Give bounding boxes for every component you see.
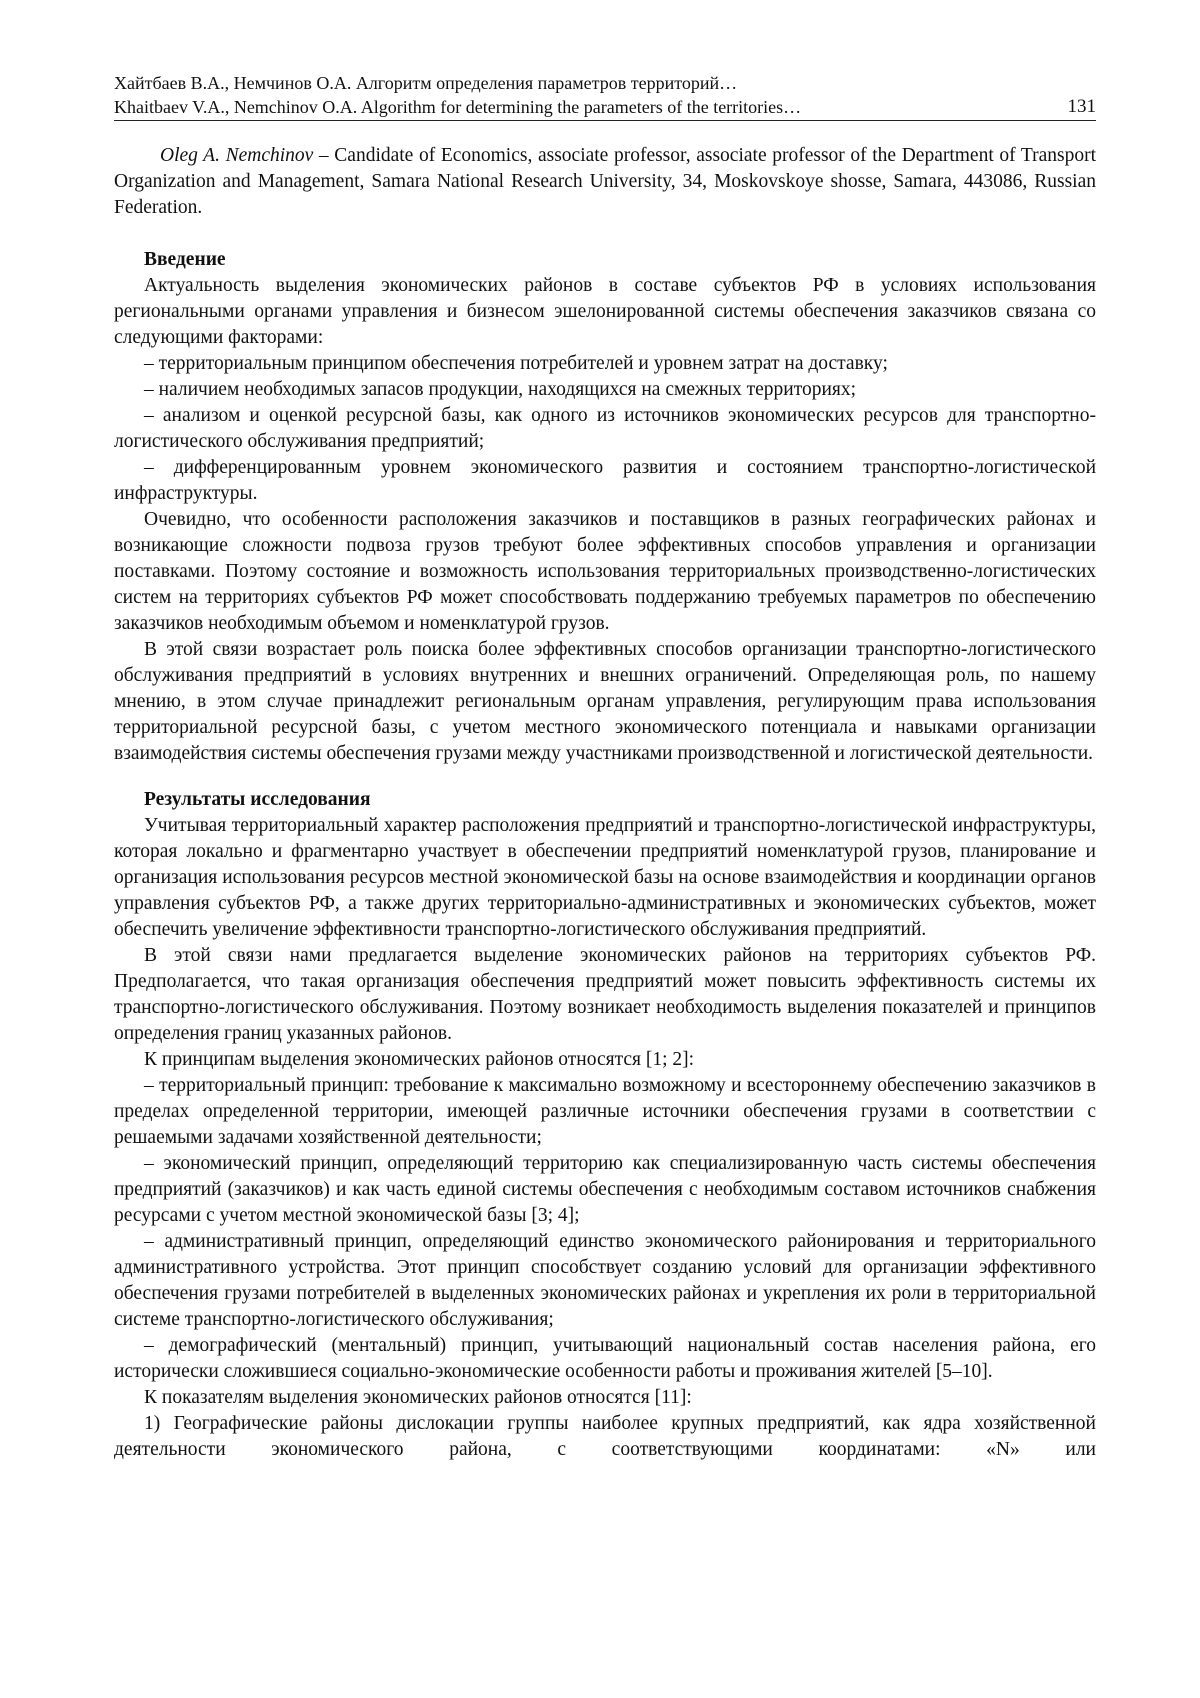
paragraph: К показателям выделения экономических районов относятся [11]: [144, 1387, 692, 1408]
paragraph: В этой связи нами предлагается выделение экономических районов на территориях субъектов РФ. Предполагается, что такая организация обеспечения предприятий может повысить эффективность системы их транспортно-логистического обслуживания. Поэтому возникает необходимость выделения показателей и принципов определения границ указанных районов. [114, 945, 1096, 1044]
paragraph: Учитывая территориальный характер расположения предприятий и транспортно-логистической инфраструктуры, которая локально и фрагментарно участвует в обеспечении предприятий номенклатурой грузов, планирование и организация использования ресурсов местной экономической базы на основе взаимодействия и координации органов управления субъектов РФ, а также других территориально-административных и экономических субъектов, может обеспечить увеличение эффективности транспортно-логистического обслуживания предприятий. [114, 815, 1096, 940]
section-heading-results: Результаты исследования [144, 789, 371, 810]
list-item: – территориальным принципом обеспечения потребителей и уровнем затрат на доставку; [144, 353, 888, 374]
author-name: Oleg A. Nemchinov [160, 145, 314, 166]
running-header [114, 71, 1096, 121]
list-item: – дифференцированным уровнем экономического развития и состоянием транспортно-логистической инфраструктуры. [114, 457, 1096, 504]
page-number: 131 [1067, 96, 1096, 117]
paragraph: 1) Географические районы дислокации группы наиболее крупных предприятий, как ядра хозяйственной деятельности экономического района, с соответствующими координатами: «N» или [114, 1413, 1096, 1460]
section-introduction [114, 247, 1096, 767]
section-heading-intro: Введение [144, 249, 226, 270]
list-item: – наличием необходимых запасов продукции, находящихся на смежных территориях; [144, 379, 857, 400]
header-title-ru: Хайтбаев В.А., Немчинов О.А. Алгоритм определения параметров территорий… [114, 73, 738, 93]
author-bio: – Candidate of Economics, associate professor, associate professor of the Department of Transport Organization and Management, Samara National Research University, 34, Moskovskoye shosse, Samara, 443086, Russian Federation. [114, 145, 1096, 218]
paragraph: Очевидно, что особенности расположения заказчиков и поставщиков в разных географических районах и возникающие сложности подвоза грузов требуют более эффективных способов управления и организации поставками. Поэтому состояние и возможность использования территориальных производственно-логистических систем на территориях субъектов РФ может способствовать поддержанию требуемых параметров по обеспечению заказчиков необходимым объемом и номенклатурой грузов. [114, 509, 1096, 634]
header-title-en: Khaitbaev V.A., Nemchinov O.A. Algorithm for determining the parameters of the territories… [114, 97, 802, 117]
header-line-en [114, 95, 1096, 121]
paragraph: В этой связи возрастает роль поиска более эффективных способов организации транспортно-логистического обслуживания предприятий в условиях внутренних и внешних ограничений. Определяющая роль, по нашему мнению, в этом случае принадлежит региональным органам управления, регулирующим права использования территориальной ресурсной базы, с учетом местного экономического потенциала и навыками организации взаимодействия системы обеспечения грузами между участниками производственной и логистической деятельности. [114, 639, 1096, 764]
list-item: – территориальный принцип: требование к максимально возможному и всестороннему обеспечению заказчиков в пределах определенной территории, имеющей различные источники обеспечения грузами в соответствии с решаемыми задачами хозяйственной деятельности; [114, 1075, 1096, 1148]
section-results [114, 787, 1096, 1463]
list-item: – анализом и оценкой ресурсной базы, как одного из источников экономических ресурсов для транспортно-логистического обслуживания предприятий; [114, 405, 1096, 452]
list-item: – демографический (ментальный) принцип, учитывающий национальный состав населения района, его исторически сложившиеся социально-экономические особенности работы и проживания жителей [5–10]. [114, 1335, 1096, 1382]
list-item: – экономический принцип, определяющий территорию как специализированную часть системы обеспечения предприятий (заказчиков) и как часть единой системы обеспечения с необходимым составом источников снабжения ресурсами с учетом местной экономической базы [3; 4]; [114, 1153, 1096, 1226]
paragraph: Актуальность выделения экономических районов в составе субъектов РФ в условиях использования региональными органами управления и бизнесом эшелонированной системы обеспечения заказчиков связана со следующими факторами: [114, 275, 1096, 348]
paragraph: К принципам выделения экономических районов относятся [1; 2]: [144, 1049, 695, 1070]
author-info [114, 143, 1096, 221]
list-item: – административный принцип, определяющий единство экономического районирования и территориального административного устройства. Этот принцип способствует созданию условий для организации эффективного обеспечения грузами потребителей в выделенных экономических районах и укрепления их роли в территориальной системе транспортно-логистического обслуживания; [114, 1231, 1096, 1330]
